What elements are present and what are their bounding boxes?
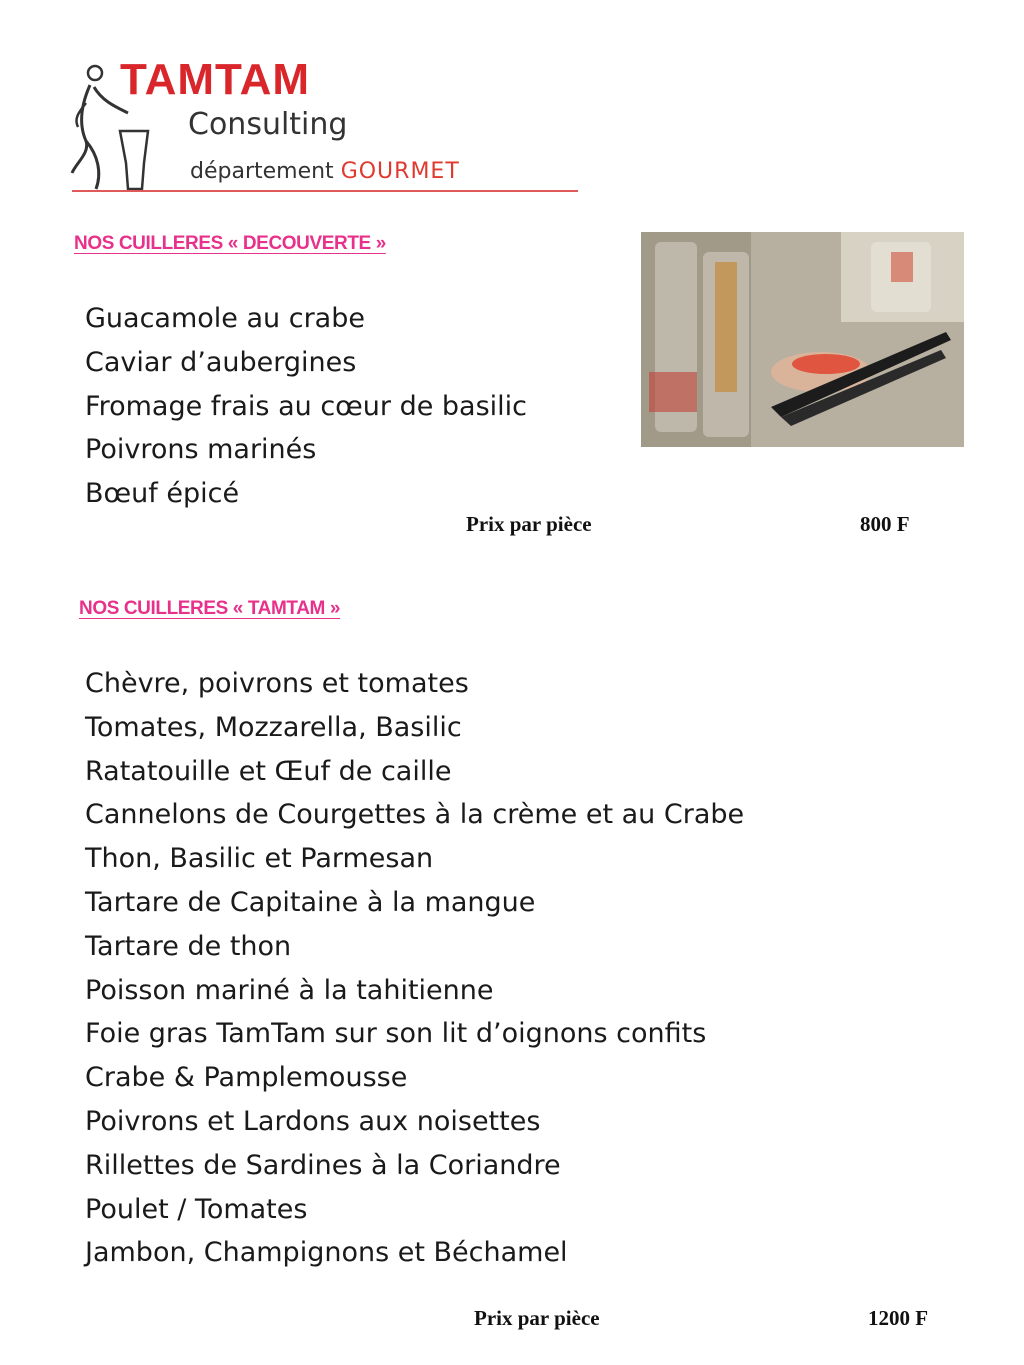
section-title-decouverte: NOS CUILLERES « DECOUVERTE »: [74, 233, 386, 254]
list-item: Poisson mariné à la tahitienne: [85, 974, 494, 1006]
spoon-appetizer-photo: [641, 232, 964, 447]
list-item: Poivrons et Lardons aux noisettes: [85, 1105, 541, 1137]
list-item: Tartare de thon: [85, 930, 292, 962]
list-item: Foie gras TamTam sur son lit d’oignons confits: [85, 1018, 707, 1050]
list-item: Bœuf épicé: [85, 478, 240, 510]
list-item: Poivrons marinés: [85, 434, 317, 466]
price-label-tamtam: Prix par pièce: [474, 1306, 600, 1330]
list-item: Tartare de Capitaine à la mangue: [85, 886, 536, 918]
list-item: Poulet / Tomates: [85, 1193, 308, 1225]
price-label-decouverte: Prix par pièce: [466, 512, 592, 536]
section-title-tamtam: NOS CUILLERES « TAMTAM »: [79, 598, 340, 619]
logo-department-name: GOURMET: [340, 159, 460, 184]
list-item: Rillettes de Sardines à la Coriandre: [85, 1149, 561, 1181]
list-item: Fromage frais au cœur de basilic: [85, 390, 528, 422]
list-item: Cannelons de Courgettes à la crème et au Crabe: [85, 799, 745, 831]
price-value-decouverte: 800 F: [860, 512, 910, 536]
logo-department-prefix: département: [190, 159, 334, 184]
logo-divider: [72, 190, 578, 192]
tamtam-item-list: [85, 662, 744, 1275]
list-item: Tomates, Mozzarella, Basilic: [85, 711, 462, 743]
logo-brand-text: TAMTAM: [120, 55, 311, 104]
logo-subtitle: Consulting: [188, 107, 348, 142]
company-logo: [68, 55, 588, 200]
list-item: Chèvre, poivrons et tomates: [85, 668, 469, 699]
price-value-tamtam: 1200 F: [868, 1306, 929, 1330]
photo-illustration: [641, 232, 964, 447]
list-item: Jambon, Champignons et Béchamel: [85, 1237, 568, 1269]
decouverte-item-list: [85, 297, 527, 516]
list-item: Ratatouille et Œuf de caille: [85, 755, 452, 787]
list-item: Guacamole au crabe: [85, 303, 365, 334]
list-item: Caviar d’aubergines: [85, 346, 357, 378]
logo-department: [190, 159, 460, 184]
list-item: Crabe & Pamplemousse: [85, 1062, 408, 1094]
list-item: Thon, Basilic et Parmesan: [85, 843, 434, 875]
